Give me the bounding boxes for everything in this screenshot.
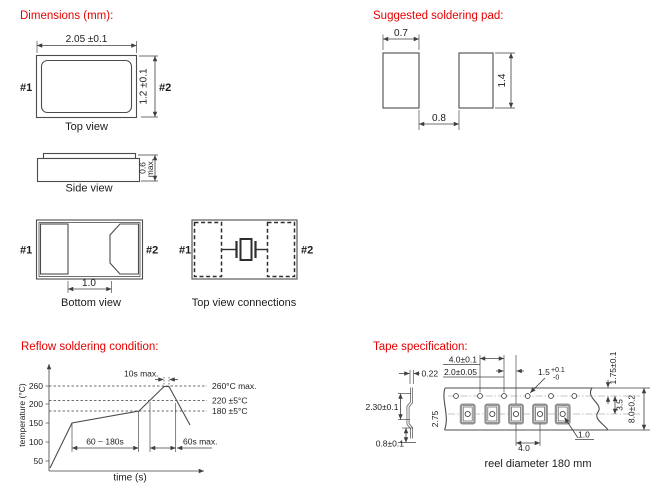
ramp-time-label: 60 ~ 180s — [86, 436, 124, 447]
reflow-y-axis-label: temperature (°C) — [17, 383, 27, 447]
tape-hole-dia-tol-plus: +0.1 — [551, 367, 565, 374]
connections-pin2-label: #2 — [301, 244, 314, 257]
tape-width-dim: 8.0±0.2 — [626, 394, 637, 424]
pad-height-dim: 1.4 — [497, 73, 508, 88]
top-view-pin1-label: #1 — [20, 82, 33, 94]
tape-center-hole-dia-dim: 1.0 — [578, 429, 590, 440]
tape-hole-dia-tol-minus: -0 — [553, 374, 560, 382]
ytick-150: 150 — [28, 418, 43, 428]
peak-time-label: 10s max. — [124, 368, 159, 379]
ytick-50: 50 — [33, 456, 43, 466]
ref-260-label: 260°C max. — [212, 381, 257, 391]
reflow-x-axis-label: time (s) — [113, 472, 147, 484]
top-view-pin2-label: #2 — [159, 82, 172, 94]
top-view-width-dim: 2.05 ±0.1 — [65, 34, 108, 45]
ytick-100: 100 — [28, 437, 43, 447]
connections-caption: Top view connections — [191, 297, 297, 309]
tape-hole-dia-dim: 1.5 — [538, 367, 550, 377]
side-view-caption: Side view — [65, 182, 113, 195]
bottom-view-gap-dim: 1.0 — [82, 278, 96, 289]
tape-hole-to-pocket-dim: 2.0±0.05 — [443, 367, 477, 377]
tape-pocket-pitch-dim: 4.0 — [518, 443, 530, 453]
pad-gap-dim: 0.8 — [432, 113, 446, 124]
connections-pin1-label: #1 — [179, 244, 192, 257]
pad-width-dim: 0.7 — [394, 28, 408, 39]
bottom-view-drawing — [20, 220, 158, 309]
tape-hole-to-pocket-center-dim: 3.5 — [614, 399, 625, 411]
side-view-height-dim: 0.6 — [137, 162, 148, 174]
connections-drawing — [179, 220, 313, 309]
reflow-heading: Reflow soldering condition: — [21, 341, 159, 353]
side-view-height-suffix: max. — [145, 158, 155, 178]
tape-pocket-center-dim: 2.75 — [430, 410, 440, 428]
soldering-pad-drawing — [383, 28, 515, 130]
top-view-height-dim: 1.2 ±0.1 — [138, 68, 150, 105]
dimensions-heading: Dimensions (mm): — [20, 10, 114, 22]
bottom-view-pin1-label: #1 — [20, 244, 33, 257]
reel-diameter-caption: reel diameter 180 mm — [484, 458, 592, 470]
tape-edge-to-hole-dim: 1.75±0.1 — [608, 351, 618, 385]
reflow-chart — [17, 364, 257, 484]
above-220-time-label: 60s max. — [183, 436, 218, 447]
tape-thickness-dim: 0.22 — [421, 368, 439, 379]
ytick-200: 200 — [28, 399, 43, 409]
tape-drawing — [365, 351, 650, 470]
ref-220-label: 220 ±5°C — [212, 395, 248, 406]
tape-hole-pitch-dim: 4.0±0.1 — [448, 354, 477, 365]
top-view-caption: Top view — [65, 121, 108, 133]
soldering-pad-heading: Suggested soldering pad: — [373, 10, 504, 22]
bottom-view-pin2-label: #2 — [146, 244, 159, 257]
bottom-view-caption: Bottom view — [61, 297, 121, 309]
ref-180-label: 180 ±5°C — [212, 406, 248, 416]
tape-heading: Tape specification: — [373, 341, 468, 353]
side-view-drawing — [38, 154, 159, 195]
top-view-drawing — [20, 34, 171, 133]
tape-section-depth-dim: 0.8±0.1 — [375, 438, 404, 449]
tape-section-width-dim: 2.30±0.1 — [365, 402, 399, 412]
ytick-260: 260 — [28, 381, 43, 391]
